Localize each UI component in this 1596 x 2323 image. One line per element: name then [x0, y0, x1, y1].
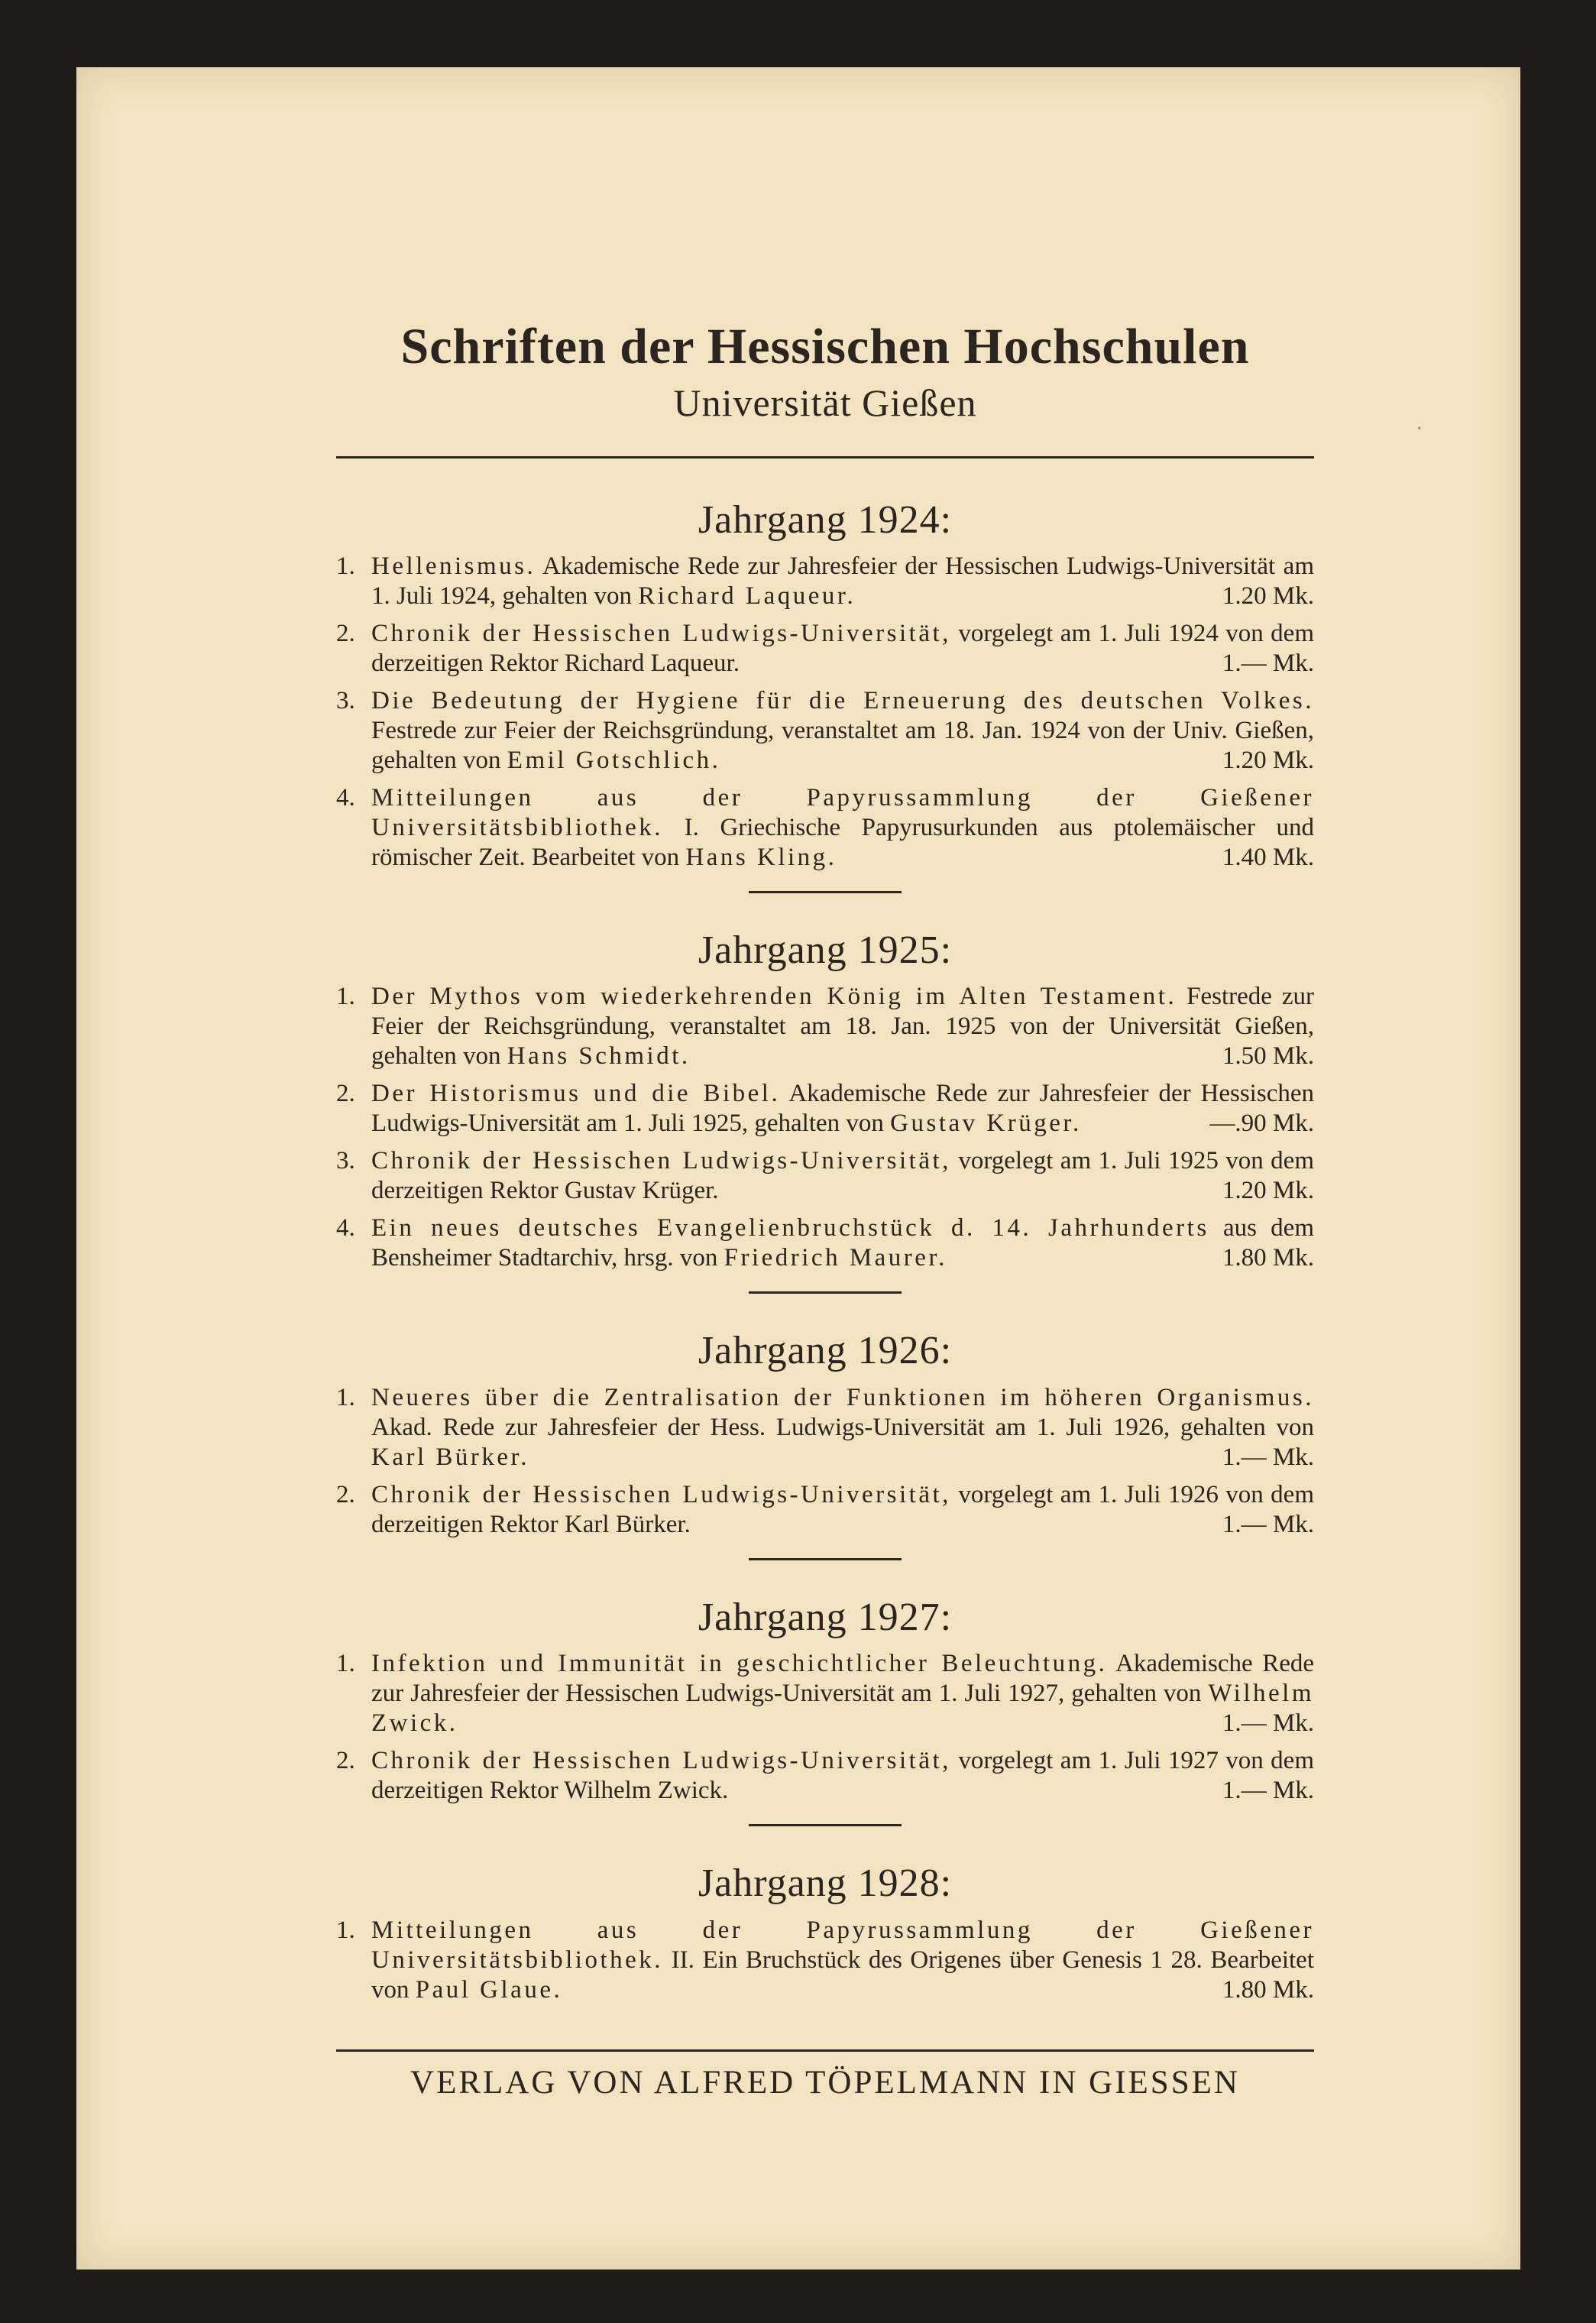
list-item: [336, 1383, 1314, 1473]
item-number: 2.: [336, 619, 355, 647]
item-author: Friedrich Maurer.: [724, 1244, 947, 1272]
section-1924: [336, 497, 1314, 893]
item-author: Emil Gotschlich.: [507, 746, 721, 774]
footer-rule: [336, 2049, 1314, 2052]
item-description: II. Ein Bruchstück des Origenes über Genesis 1 28. Bearbeitet von: [371, 1946, 1315, 2004]
university-subtitle: Universität Gießen: [673, 381, 977, 424]
item-price: 1.— Mk.: [1222, 1510, 1314, 1538]
series-title: Schriften der Hessischen Hochschulen: [400, 319, 1250, 374]
list-item: [336, 686, 1314, 776]
section-divider: [749, 1558, 902, 1560]
list-item: [336, 1916, 1314, 2005]
item-number: 1.: [336, 983, 355, 1011]
list-item: [336, 982, 1314, 1071]
item-description: vorgelegt am 1. Juli 1924 von dem derzeitigen Rektor Richard Laqueur.: [371, 619, 1314, 677]
item-price: —.90 Mk.: [1209, 1110, 1314, 1138]
item-description: Festrede zur Feier der Reichsgründung, veranstaltet am 18. Jan. 1925 von der Universität Gießen, gehalten von: [371, 983, 1314, 1071]
publisher-imprint: VERLAG VON ALFRED TÖPELMANN IN GIESSEN: [410, 2064, 1240, 2101]
item-number: 1.: [336, 1383, 355, 1411]
year-heading: Jahrgang 1924:: [698, 497, 953, 542]
item-title: Mitteilungen aus der Papyrussammlung der Gießener Universitätsbibliothek.: [371, 1916, 1314, 1974]
item-number: 1.: [336, 1650, 355, 1678]
item-author: Paul Glaue.: [415, 1975, 563, 2004]
item-title: Die Bedeutung der Hygiene für die Erneuerung des deutschen Volkes.: [371, 686, 1314, 714]
year-heading: Jahrgang 1927:: [698, 1595, 953, 1639]
item-description: Akademische Rede zur Jahresfeier der Hessischen Ludwigs-Universität am 1. Juli 1924, gehalten von: [371, 552, 1314, 610]
item-number: 3.: [336, 1147, 355, 1175]
publication-list: [336, 319, 1314, 2101]
item-price: 1.— Mk.: [1222, 1777, 1314, 1805]
item-author: Gustav Krüger.: [890, 1110, 1082, 1138]
item-number: 4.: [336, 1214, 355, 1242]
item-description: Festrede zur Feier der Reichsgründung, veranstaltet am 18. Jan. 1924 von der Univ. Gießen, gehalten von: [371, 716, 1314, 774]
item-title: Chronik der Hessischen Ludwigs-Universität,: [371, 1147, 951, 1175]
item-price: 1.20 Mk.: [1222, 1177, 1314, 1205]
section-1926: [336, 1327, 1314, 1560]
list-item: [336, 1079, 1314, 1139]
item-price: 1.40 Mk.: [1222, 843, 1314, 871]
item-number: 1.: [336, 1916, 355, 1944]
item-author: Hans Kling.: [685, 843, 837, 871]
list-item: [336, 783, 1314, 873]
header-rule: [336, 456, 1314, 458]
list-item: [336, 1213, 1314, 1273]
list-item: [336, 1146, 1314, 1206]
item-price: 1.— Mk.: [1222, 1443, 1314, 1471]
item-number: 3.: [336, 686, 355, 714]
section-divider: [749, 891, 902, 893]
item-author: Karl Bürker.: [371, 1443, 529, 1471]
item-author: Wilhelm Zwick.: [371, 1680, 1314, 1738]
list-item: [336, 619, 1314, 679]
item-number: 4.: [336, 783, 355, 812]
item-author: Hans Schmidt.: [507, 1042, 691, 1071]
item-number: 1.: [336, 552, 355, 580]
item-description: Akad. Rede zur Jahresfeier der Hess. Ludwigs-Universität am 1. Juli 1926, gehalten von: [371, 1413, 1314, 1441]
book-page: [76, 67, 1520, 2270]
list-item: [336, 1649, 1314, 1738]
item-title: Infektion und Immunität in geschichtlicher Beleuchtung.: [371, 1650, 1108, 1678]
item-title: Neueres über die Zentralisation der Funktionen im höheren Organismus.: [371, 1383, 1314, 1411]
year-heading: Jahrgang 1926:: [698, 1329, 953, 1373]
item-number: 2.: [336, 1747, 355, 1775]
list-item: [336, 1480, 1314, 1540]
item-number: 2.: [336, 1480, 355, 1508]
item-title: Der Mythos vom wiederkehrenden König im Alten Testament.: [371, 983, 1177, 1011]
list-item: [336, 1746, 1314, 1806]
item-description: Akademische Rede zur Jahresfeier der Hessischen Ludwigs-Universität am 1. Juli 1927, gehalten von: [371, 1650, 1314, 1708]
item-price: 1.80 Mk.: [1222, 1244, 1314, 1272]
section-1928: [336, 1860, 1314, 2004]
item-description: vorgelegt am 1. Juli 1926 von dem derzeitigen Rektor Karl Bürker.: [371, 1480, 1314, 1538]
section-divider: [749, 1824, 902, 1826]
item-title: Chronik der Hessischen Ludwigs-Universität,: [371, 1747, 951, 1775]
item-description: aus dem Bensheimer Stadtarchiv, hrsg. von: [371, 1214, 1314, 1272]
item-price: 1.20 Mk.: [1222, 582, 1314, 610]
section-divider: [749, 1291, 902, 1294]
item-price: 1.— Mk.: [1222, 1709, 1314, 1738]
item-price: 1.— Mk.: [1222, 649, 1314, 677]
list-item: [336, 552, 1314, 611]
item-price: 1.50 Mk.: [1222, 1042, 1314, 1071]
section-1925: [336, 927, 1314, 1294]
item-description: Akademische Rede zur Jahresfeier der Hessischen Ludwigs-Universität am 1. Juli 1925, gehalten von: [371, 1080, 1314, 1138]
item-title: Hellenismus.: [371, 552, 536, 580]
item-number: 2.: [336, 1080, 355, 1108]
item-author: Richard Laqueur.: [638, 582, 856, 610]
item-price: 1.20 Mk.: [1222, 746, 1314, 774]
year-heading: Jahrgang 1925:: [698, 928, 953, 972]
item-title: Ein neues deutsches Evangelienbruchstück d. 14. Jahrhunderts: [371, 1214, 1209, 1242]
item-price: 1.80 Mk.: [1222, 1975, 1314, 2004]
item-title: Der Historismus und die Bibel.: [371, 1080, 781, 1108]
paper-speck: ·: [1416, 417, 1423, 441]
item-title: Mitteilungen aus der Papyrussammlung der Gießener Universitätsbibliothek.: [371, 783, 1314, 841]
item-title: Chronik der Hessischen Ludwigs-Universität,: [371, 1480, 951, 1508]
item-description: I. Griechische Papyrusurkunden aus ptolemäischer und römischer Zeit. Bearbeitet von: [371, 813, 1314, 871]
item-title: Chronik der Hessischen Ludwigs-Universität,: [371, 619, 951, 647]
year-heading: Jahrgang 1928:: [698, 1861, 953, 1906]
item-description: vorgelegt am 1. Juli 1925 von dem derzeitigen Rektor Gustav Krüger.: [371, 1147, 1314, 1205]
section-1927: [336, 1594, 1314, 1826]
item-description: vorgelegt am 1. Juli 1927 von dem derzeitigen Rektor Wilhelm Zwick.: [371, 1747, 1314, 1805]
